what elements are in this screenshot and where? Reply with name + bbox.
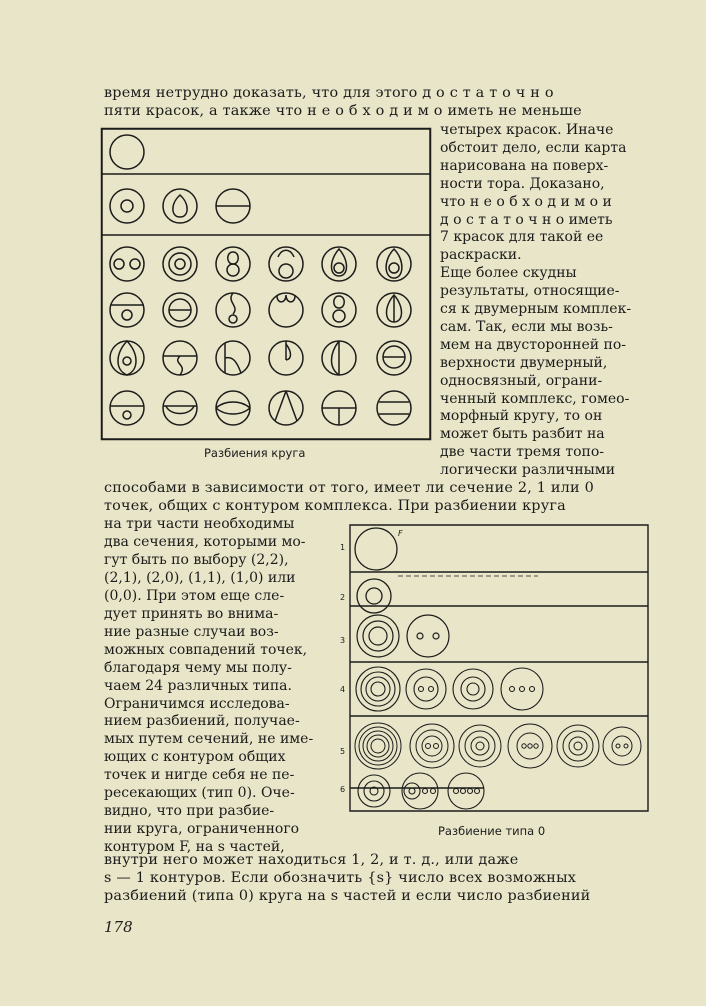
body-text-line: внутри него может находиться 1, 2, и т. д., или даже	[104, 852, 519, 868]
row-label: 5	[340, 747, 346, 756]
body-text-line: гут быть по выбору (2,2),	[104, 551, 289, 568]
cut-curve	[216, 402, 250, 408]
body-text-line: контуром F, на s частей,	[104, 839, 285, 856]
body-text-line: можных совпадений точек,	[104, 641, 308, 658]
circle-shape	[530, 687, 535, 692]
circle-shape	[122, 310, 132, 320]
body-text-line: мем на двусторонней по-	[440, 336, 627, 353]
circle-shape	[269, 391, 303, 425]
circle-shape	[534, 744, 538, 748]
row-label: 1	[340, 543, 346, 552]
body-text-line: точек, общих с контуром комплекса. При разбиении круга	[104, 498, 566, 514]
circle-shape	[574, 742, 582, 750]
body-text-line: s — 1 контуров. Если обозначить {s} число всех возможных	[104, 870, 577, 886]
circle-shape	[123, 411, 131, 419]
body-text-line: результаты, относящие-	[440, 283, 620, 300]
circle-shape	[366, 588, 382, 604]
circle-shape	[414, 677, 438, 701]
circle-shape	[454, 789, 459, 794]
circle-shape	[467, 683, 479, 695]
circle-shape	[508, 724, 552, 768]
circle-shape	[616, 744, 620, 748]
row-label: 3	[340, 636, 346, 645]
circle-shape	[471, 737, 489, 755]
circle-shape	[229, 315, 237, 323]
figure-caption: Разбиения круга	[204, 446, 306, 460]
body-text-line: способами в зависимости от того, имеет ли сечение 2, 1 или 0	[104, 480, 594, 496]
body-text-line: ченный комплекс, гомео-	[440, 390, 630, 407]
circle-shape	[369, 627, 387, 645]
circle-shape	[367, 735, 389, 757]
cut-line	[286, 391, 297, 421]
circle-shape	[366, 677, 390, 701]
cut-curve	[178, 356, 183, 375]
circle-shape	[389, 263, 399, 273]
row-label: 4	[340, 685, 346, 694]
circle-shape	[407, 615, 449, 657]
circle-shape	[175, 259, 185, 269]
cut-curve	[231, 293, 235, 314]
body-text-line: на три части необходимы	[104, 516, 295, 532]
circle-shape	[110, 135, 144, 169]
circle-shape	[510, 687, 515, 692]
body-text-line: обстоит дело, если карта	[440, 139, 627, 156]
body-text-line: сам. Так, если мы возь-	[440, 318, 613, 335]
cut-curve	[332, 341, 340, 375]
circle-shape	[123, 357, 131, 365]
body-text-line: нарисована на поверх-	[440, 157, 609, 174]
circle-shape	[501, 668, 543, 710]
circle-shape	[468, 789, 473, 794]
body-text-line: мых путем сечений, не име-	[104, 731, 314, 748]
figure-type-0-drawing	[338, 524, 650, 814]
circle-shape	[419, 687, 424, 692]
circle-shape	[563, 731, 593, 761]
body-text-line: ресекающих (тип 0). Оче-	[104, 785, 295, 802]
circle-shape	[377, 391, 411, 425]
contour-label: F	[398, 529, 403, 538]
body-text-line: точек и нигде себя не пе-	[104, 767, 295, 784]
circle-shape	[216, 293, 250, 327]
body-text-line: верхности двумерный,	[440, 354, 608, 371]
circle-shape	[363, 621, 393, 651]
figure-frame	[102, 129, 431, 440]
circle-shape	[453, 669, 493, 709]
body-text-line: Ограничимся исследова-	[104, 695, 290, 712]
circle-shape	[624, 744, 628, 748]
circle-shape	[417, 633, 423, 639]
circle-shape	[426, 744, 431, 749]
circle-shape	[522, 744, 526, 748]
circle-shape	[333, 310, 345, 322]
body-text-line: две части тремя топо-	[440, 444, 605, 461]
circle-shape	[517, 733, 543, 759]
body-text-line: чаем 24 различных типа.	[104, 677, 292, 694]
body-text-line: ние разные случаи воз-	[104, 623, 279, 640]
body-text-line: нием разбиений, получае-	[104, 713, 300, 730]
circle-shape	[355, 528, 397, 570]
body-text-line: (0,0). При этом еще сле-	[104, 587, 285, 604]
body-text-line: (2,1), (2,0), (1,1), (1,0) или	[104, 569, 296, 586]
circle-shape	[364, 781, 384, 801]
body-text-line: ся к двумерным комплек-	[440, 301, 632, 317]
circle-shape	[569, 737, 587, 755]
circle-shape	[371, 682, 385, 696]
circle-shape	[110, 247, 144, 281]
body-text-line: четырех красок. Иначе	[440, 122, 614, 138]
circle-shape	[279, 264, 293, 278]
cut-curve	[118, 341, 136, 375]
page-number: 178	[104, 918, 133, 936]
body-text-line: раскраски.	[440, 247, 522, 264]
cut-curve	[216, 408, 250, 414]
body-text-line: два сечения, которыми мо-	[104, 533, 306, 550]
circle-shape	[357, 579, 391, 613]
circle-shape	[377, 247, 411, 281]
circle-shape	[476, 742, 484, 750]
circle-shape	[110, 189, 144, 223]
circle-shape	[163, 391, 197, 425]
body-text-line: благодаря чему мы полу-	[104, 659, 292, 676]
circle-shape	[130, 259, 140, 269]
circle-shape	[114, 259, 124, 269]
body-text-line: нии круга, ограниченного	[104, 821, 300, 838]
circle-shape	[410, 724, 454, 768]
circle-shape	[409, 788, 415, 794]
cut-curve	[228, 252, 239, 264]
circle-shape	[110, 391, 144, 425]
circle-shape	[227, 264, 239, 276]
body-text-line: 7 красок для такой ее	[440, 229, 604, 246]
cut-line	[275, 391, 286, 421]
body-text-line: что н е о б х о д и м о и	[440, 193, 612, 210]
body-text-line: видно, что при разбие-	[104, 803, 275, 820]
circle-shape	[528, 744, 532, 748]
circle-shape	[359, 727, 397, 765]
circle-shape	[461, 677, 485, 701]
circle-shape	[371, 739, 385, 753]
body-text-line: ности тора. Доказано,	[440, 175, 605, 192]
circle-shape	[406, 669, 446, 709]
circle-shape	[358, 775, 390, 807]
body-text-line: пяти красок, а также что н е о б х о д и м о иметь не меньше	[104, 103, 582, 119]
body-text-line: ющих с контуром общих	[104, 749, 286, 766]
body-text-line: Еще более скудны	[440, 265, 577, 282]
cut-curve	[173, 195, 187, 217]
figure-circle-partitions	[101, 128, 431, 440]
body-text-line: односвязный, ограни-	[440, 372, 603, 389]
cut-curve	[225, 358, 241, 373]
body-text-line: д о с т а т о ч н о иметь	[440, 211, 613, 228]
circle-shape	[431, 789, 436, 794]
circle-shape	[404, 783, 420, 799]
body-text-line: дует принять во внима-	[104, 605, 279, 622]
body-text-line: может быть разбит на	[440, 426, 605, 443]
circle-shape	[110, 341, 144, 375]
body-text-line: время нетрудно доказать, что для этого д о с т а т о ч н о	[104, 85, 554, 101]
circle-shape	[461, 789, 466, 794]
figure-frame	[350, 525, 648, 811]
circle-shape	[121, 200, 133, 212]
circle-shape	[475, 789, 480, 794]
circle-shape	[216, 391, 250, 425]
circle-shape	[433, 633, 439, 639]
circle-shape	[603, 727, 641, 765]
circle-shape	[355, 723, 401, 769]
body-text-line: разбиений (типа 0) круга на s частей и если число разбиений	[104, 888, 591, 904]
circle-shape	[423, 789, 428, 794]
circle-shape	[163, 341, 197, 375]
circle-shape	[520, 687, 525, 692]
circle-shape	[612, 736, 632, 756]
circle-shape	[169, 253, 191, 275]
circle-shape	[216, 341, 250, 375]
cut-curve	[166, 406, 194, 414]
cut-curve	[334, 296, 345, 308]
row-label: 6	[340, 785, 346, 794]
body-text-line: морфный кругу, то он	[440, 408, 603, 425]
figure-type-0-partitions	[338, 524, 650, 814]
circle-shape	[416, 730, 448, 762]
circle-shape	[356, 667, 400, 711]
body-text-line: логически различными	[440, 462, 616, 479]
circle-shape	[434, 744, 439, 749]
circle-shape	[465, 731, 495, 761]
row-label: 2	[340, 593, 346, 602]
circle-shape	[334, 263, 344, 273]
figure-circle-partitions-drawing	[101, 128, 431, 440]
cut-curve	[277, 295, 295, 302]
circle-shape	[429, 687, 434, 692]
circle-shape	[163, 247, 197, 281]
figure-caption: Разбиение типа 0	[438, 824, 546, 838]
cut-curve	[278, 250, 294, 257]
